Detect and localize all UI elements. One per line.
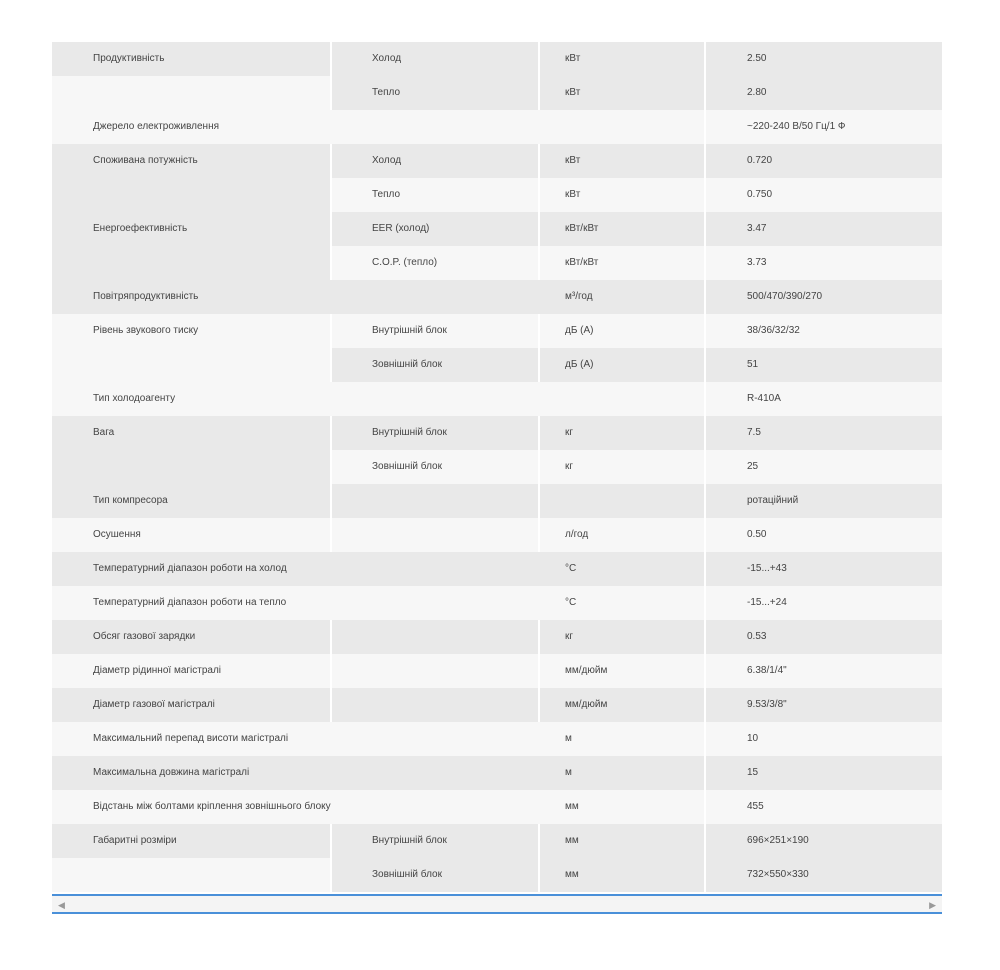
row-name: Джерело електроживлення xyxy=(93,121,220,132)
scroll-right-icon[interactable]: ▶ xyxy=(929,900,936,910)
table-row xyxy=(52,382,942,416)
row-unit: кВт xyxy=(565,189,581,200)
row-value: 0.750 xyxy=(747,189,773,200)
row-subtype: C.O.P. (тепло) xyxy=(372,257,438,268)
row-value: 3.47 xyxy=(747,223,767,234)
row-name: Діаметр газової магістралі xyxy=(93,699,215,710)
row-name: Температурний діапазон роботи на холод xyxy=(93,563,287,574)
row-value: -15...+43 xyxy=(747,563,787,574)
row-unit: дБ (А) xyxy=(565,325,594,336)
row-name: Споживана потужність xyxy=(93,155,198,166)
row-value: 500/470/390/270 xyxy=(747,291,823,302)
row-name: Вага xyxy=(93,427,115,438)
row-unit: м xyxy=(565,733,572,744)
row-subtype: Зовнішній блок xyxy=(372,869,442,880)
row-unit: °С xyxy=(565,597,577,608)
row-name: Рівень звукового тиску xyxy=(93,325,199,336)
column-divider xyxy=(330,484,332,552)
column-divider xyxy=(538,824,540,892)
row-value: 3.73 xyxy=(747,257,767,268)
rowspan-cell xyxy=(52,858,330,892)
rowspan-cell xyxy=(52,76,330,110)
rowspan-cell xyxy=(52,348,330,382)
row-value: 0.50 xyxy=(747,529,767,540)
row-subtype: Тепло xyxy=(372,189,401,200)
row-value: 0.53 xyxy=(747,631,767,642)
row-value: -15...+24 xyxy=(747,597,787,608)
scroll-left-icon[interactable]: ◀ xyxy=(58,900,65,910)
row-unit: кВт xyxy=(565,53,581,64)
row-value: 2.80 xyxy=(747,87,767,98)
column-divider xyxy=(538,42,540,110)
column-divider xyxy=(538,484,540,552)
rowspan-cell xyxy=(52,450,330,484)
row-value: 455 xyxy=(747,801,764,812)
row-unit: кг xyxy=(565,461,574,472)
row-value: 9.53/3/8" xyxy=(747,699,787,710)
row-unit: м³/год xyxy=(565,291,593,302)
column-divider xyxy=(330,824,332,892)
column-divider xyxy=(538,416,540,484)
row-name: Продуктивність xyxy=(93,53,165,64)
row-subtype: Внутрішній блок xyxy=(372,427,447,438)
row-value: 25 xyxy=(747,461,759,472)
row-subtype: Внутрішній блок xyxy=(372,835,447,846)
row-value: 732×550×330 xyxy=(747,869,809,880)
row-name: Діаметр рідинної магістралі xyxy=(93,665,222,676)
row-name: Максимальний перепад висоти магістралі xyxy=(93,733,289,744)
row-value: ротаційний xyxy=(747,495,799,506)
row-unit: кВт xyxy=(565,155,581,166)
column-divider xyxy=(538,314,540,382)
row-name: Обсяг газової зарядки xyxy=(93,631,196,642)
specs-table xyxy=(52,42,942,894)
row-subtype: Внутрішній блок xyxy=(372,325,447,336)
row-unit: кВт/кВт xyxy=(565,257,599,268)
column-divider xyxy=(330,314,332,382)
row-unit: м xyxy=(565,767,572,778)
row-subtype: Тепло xyxy=(372,87,401,98)
rowspan-cell xyxy=(52,246,330,280)
row-value: 2.50 xyxy=(747,53,767,64)
row-unit: кг xyxy=(565,427,574,438)
row-unit: мм/дюйм xyxy=(565,665,608,676)
table-row xyxy=(52,484,942,518)
column-divider xyxy=(330,416,332,484)
row-value: 15 xyxy=(747,767,759,778)
row-value: 696×251×190 xyxy=(747,835,809,846)
row-value: R-410A xyxy=(747,393,781,404)
row-subtype: Зовнішній блок xyxy=(372,359,442,370)
row-value: 51 xyxy=(747,359,759,370)
table-row xyxy=(52,42,942,76)
row-name: Відстань між болтами кріплення зовнішнього блоку xyxy=(93,801,331,812)
column-divider xyxy=(538,144,540,280)
row-subtype: Холод xyxy=(372,155,402,166)
row-name: Габаритні розміри xyxy=(93,835,177,846)
row-name: Енергоефективність xyxy=(93,223,188,234)
row-unit: дБ (А) xyxy=(565,359,594,370)
row-unit: кВт xyxy=(565,87,581,98)
row-value: 10 xyxy=(747,733,759,744)
row-value: 7.5 xyxy=(747,427,761,438)
row-unit: мм xyxy=(565,801,579,812)
row-subtype: Холод xyxy=(372,53,402,64)
row-name: Максимальна довжина магістралі xyxy=(93,767,250,778)
table-row xyxy=(52,518,942,552)
row-unit: мм xyxy=(565,835,579,846)
horizontal-scrollbar[interactable] xyxy=(52,894,942,914)
column-divider xyxy=(538,620,540,722)
row-unit: кВт/кВт xyxy=(565,223,599,234)
row-value: 6.38/1/4" xyxy=(747,665,787,676)
column-divider xyxy=(704,42,706,892)
row-unit: кг xyxy=(565,631,574,642)
row-value: ~220-240 В/50 Гц/1 Ф xyxy=(747,121,846,132)
row-unit: мм/дюйм xyxy=(565,699,608,710)
row-name: Осушення xyxy=(93,529,141,540)
row-subtype: Зовнішній блок xyxy=(372,461,442,472)
row-unit: л/год xyxy=(565,529,589,540)
row-subtype: EER (холод) xyxy=(372,223,430,234)
table-row xyxy=(52,416,942,450)
column-divider xyxy=(330,42,332,110)
rowspan-cell xyxy=(52,178,330,212)
specs-table-container xyxy=(52,42,942,914)
row-value: 38/36/32/32 xyxy=(747,325,800,336)
column-divider xyxy=(330,620,332,722)
row-unit: мм xyxy=(565,869,579,880)
row-name: Тип холодоагенту xyxy=(93,393,176,404)
row-name: Тип компресора xyxy=(93,495,168,506)
row-name: Повітряпродуктивність xyxy=(93,291,199,302)
row-unit: °С xyxy=(565,563,577,574)
row-name: Температурний діапазон роботи на тепло xyxy=(93,597,287,608)
column-divider xyxy=(330,144,332,280)
row-value: 0.720 xyxy=(747,155,773,166)
